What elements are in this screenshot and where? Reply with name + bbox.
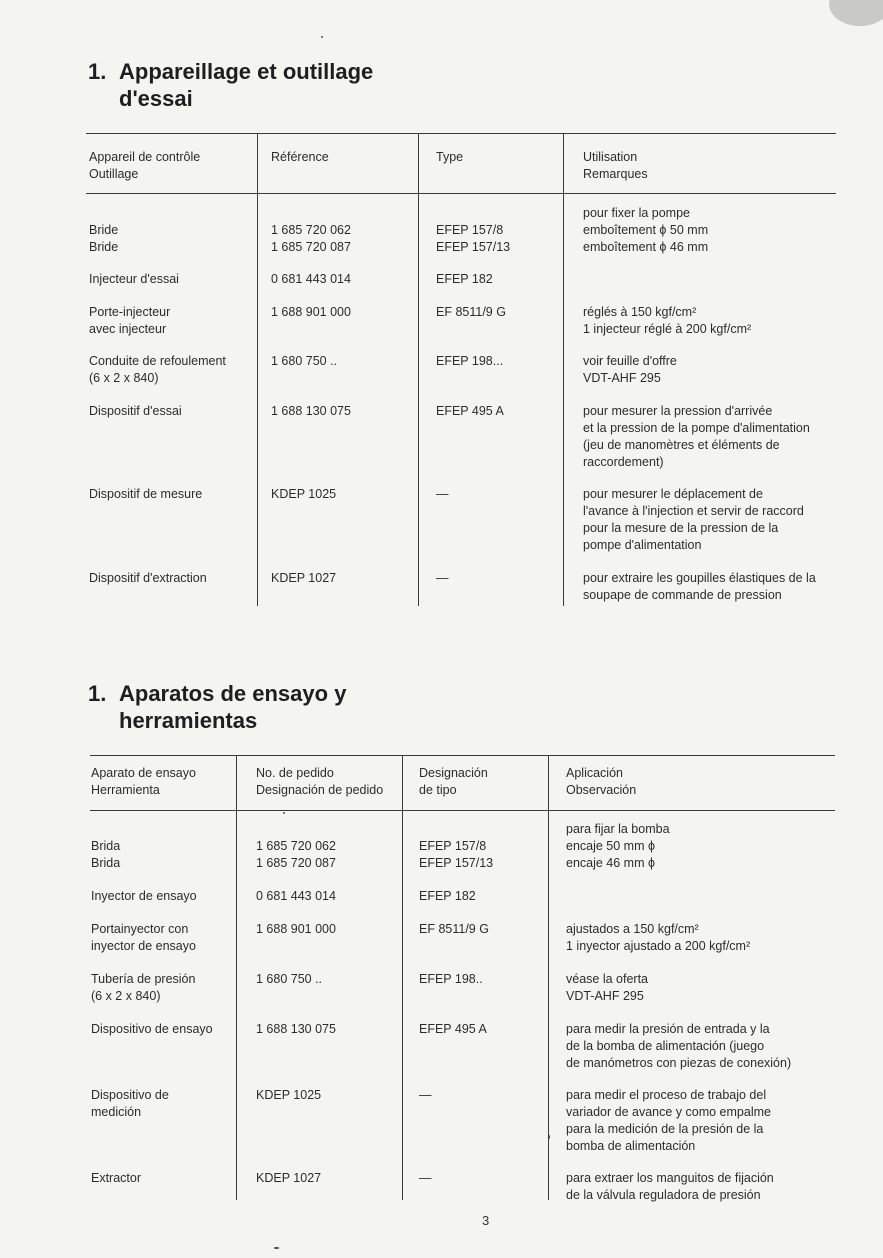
cell-line: Injecteur d'essai — [89, 272, 179, 286]
table-fr-header-reference — [271, 149, 329, 166]
cell-line: encaje 50 mm ϕ — [566, 839, 655, 853]
header-line: Observación — [566, 783, 637, 797]
cell-line: 1 688 130 075 — [256, 1022, 336, 1036]
table-es-row-remarks — [566, 1087, 771, 1155]
cell-line: pour mesurer la pression d'arrivée — [583, 404, 773, 418]
header-line: Appareil de contrôle — [89, 150, 201, 164]
table-fr-top-rule — [86, 133, 836, 134]
table-fr-header-rule — [86, 193, 836, 194]
cell-line: 1 680 750 .. — [271, 354, 338, 368]
cell-line: EFEP 157/13 — [436, 240, 511, 254]
cell-line: EFEP 157/8 — [419, 839, 487, 853]
cell-line — [256, 821, 336, 838]
cell-line: (jeu de manomètres et éléments de — [583, 438, 780, 452]
cell-line: 1 680 750 .. — [256, 972, 323, 986]
table-fr-row-remarks — [583, 570, 816, 604]
cell-line: — — [419, 1171, 432, 1185]
table-fr-row-remarks — [583, 205, 708, 256]
cell-line: Tubería de presión — [91, 972, 196, 986]
cell-line: voir feuille d'offre — [583, 354, 677, 368]
page-number: 3 — [482, 1213, 490, 1228]
table-es-row-designation — [91, 888, 197, 905]
table-es-row-type — [419, 888, 476, 905]
table-fr-row-designation — [89, 353, 226, 387]
cell-line: VDT-AHF 295 — [566, 989, 644, 1003]
cell-line: EFEP 198... — [436, 354, 504, 368]
cell-line: raccordement) — [583, 455, 664, 469]
table-es-row-type — [419, 921, 489, 938]
table-fr-row-remarks — [583, 403, 810, 471]
cell-line: EFEP 157/13 — [419, 856, 494, 870]
table-fr-row-type — [436, 403, 504, 420]
cell-line: VDT-AHF 295 — [583, 371, 661, 385]
table-fr-row-designation — [89, 570, 207, 587]
table-es-row-designation — [91, 1087, 169, 1121]
cell-line: Dispositif de mesure — [89, 487, 203, 501]
table-es-row-designation — [91, 1170, 141, 1187]
cell-line: Brida — [91, 839, 121, 853]
table-fr-row-designation — [89, 304, 170, 338]
table-fr-row-type — [436, 353, 503, 370]
table-fr-header-type — [436, 149, 463, 166]
cell-line: KDEP 1027 — [256, 1171, 322, 1185]
table-fr-row-reference — [271, 205, 351, 256]
table-es-row-reference — [256, 821, 336, 872]
table-es-row-reference — [256, 1170, 321, 1187]
cell-line: EFEP 157/8 — [436, 223, 504, 237]
cell-line: EFEP 182 — [419, 889, 476, 903]
cell-line: 1 688 130 075 — [271, 404, 351, 418]
table-es-row-reference — [256, 1021, 336, 1038]
table-fr-row-reference — [271, 353, 337, 370]
cell-line: — — [436, 571, 449, 585]
cell-line: Extractor — [91, 1171, 142, 1185]
cell-line: avec injecteur — [89, 322, 167, 336]
cell-line: pour extraire les goupilles élastiques de la — [583, 571, 816, 585]
table-fr-row-type — [436, 304, 506, 321]
table-es-row-designation — [91, 971, 195, 1005]
cell-line: inyector de ensayo — [91, 939, 196, 953]
cell-line: KDEP 1025 — [256, 1088, 322, 1102]
table-es-row-reference — [256, 971, 322, 988]
cell-line: medición — [91, 1105, 142, 1119]
cell-line: 1 688 901 000 — [256, 922, 336, 936]
cell-line: — — [419, 1088, 432, 1102]
section-es-heading-line: Aparatos de ensayo y — [119, 681, 347, 706]
cell-line: 1 688 901 000 — [271, 305, 351, 319]
cell-line: Dispositivo de ensayo — [91, 1022, 213, 1036]
cell-line: para la medición de la presión de la — [566, 1122, 764, 1136]
cell-line: 0 681 443 014 — [271, 272, 351, 286]
table-es-column-divider — [402, 755, 403, 1200]
cell-line: EF 8511/9 G — [436, 305, 506, 319]
scan-corner-blot — [829, 0, 883, 26]
cell-line: ajustados a 150 kgf/cm² — [566, 922, 699, 936]
cell-line: pour la mesure de la pression de la — [583, 521, 779, 535]
cell-line: 1 685 720 062 — [256, 839, 336, 853]
cell-line: para extraer los manguitos de fijación — [566, 1171, 774, 1185]
cell-line: — — [436, 487, 449, 501]
cell-line: EFEP 495 A — [419, 1022, 487, 1036]
cell-line: de la bomba de alimentación (juego — [566, 1039, 765, 1053]
table-es-row-designation — [91, 921, 196, 955]
table-fr-row-designation — [89, 403, 182, 420]
header-line: de tipo — [419, 783, 457, 797]
section-fr-heading-number: 1. — [88, 59, 107, 84]
table-es-row-type — [419, 1021, 487, 1038]
cell-line: Conduite de refoulement — [89, 354, 226, 368]
section-es-heading-number: 1. — [88, 681, 107, 706]
cell-line: Brida — [91, 856, 121, 870]
header-line: Designación — [419, 766, 488, 780]
table-es-header-reference — [256, 765, 383, 799]
table-fr-row-type — [436, 570, 449, 587]
table-fr-row-designation — [89, 205, 118, 256]
cell-line: Dispositif d'extraction — [89, 571, 207, 585]
header-line: Herramienta — [91, 783, 160, 797]
table-es-row-type — [419, 821, 493, 872]
cell-line: EF 8511/9 G — [419, 922, 489, 936]
table-fr-row-designation — [89, 486, 202, 503]
table-fr-row-reference — [271, 486, 336, 503]
cell-line: EFEP 198.. — [419, 972, 483, 986]
cell-line: soupape de commande de pression — [583, 588, 782, 602]
table-es-row-reference — [256, 1087, 321, 1104]
cell-line: (6 x 2 x 840) — [89, 371, 159, 385]
table-fr-row-reference — [271, 570, 336, 587]
cell-line: KDEP 1027 — [271, 571, 337, 585]
table-es-header-type — [419, 765, 488, 799]
cell-line: bomba de alimentación — [566, 1139, 696, 1153]
cell-line — [436, 205, 510, 222]
cell-line: (6 x 2 x 840) — [91, 989, 161, 1003]
header-line: Utilisation — [583, 150, 638, 164]
table-fr-row-type — [436, 205, 510, 256]
cell-line: 1 685 720 087 — [271, 240, 351, 254]
header-line: Remarques — [583, 167, 648, 181]
cell-line: EFEP 182 — [436, 272, 493, 286]
cell-line — [89, 205, 118, 222]
cell-line: véase la oferta — [566, 972, 648, 986]
cell-line: pour fixer la pompe — [583, 206, 691, 220]
table-es-row-designation — [91, 1021, 213, 1038]
table-es-top-rule — [90, 755, 835, 756]
cell-line: Dispositivo de — [91, 1088, 169, 1102]
table-fr-row-reference — [271, 271, 351, 288]
cell-line: emboîtement ϕ 46 mm — [583, 240, 709, 254]
cell-line — [91, 821, 120, 838]
cell-line: réglés à 150 kgf/cm² — [583, 305, 697, 319]
table-es-row-remarks — [566, 821, 670, 872]
cell-line: para fijar la bomba — [566, 822, 670, 836]
scan-speck — [321, 36, 323, 38]
table-es-row-type — [419, 1087, 432, 1104]
table-es-row-designation — [91, 821, 120, 872]
cell-line: para medir la presión de entrada y la — [566, 1022, 770, 1036]
cell-line — [271, 205, 351, 222]
table-es-row-remarks — [566, 971, 648, 1005]
table-fr-header-designation — [89, 149, 200, 183]
table-es-column-divider — [236, 755, 237, 1200]
cell-line: emboîtement ϕ 50 mm — [583, 223, 709, 237]
table-fr-row-reference — [271, 403, 351, 420]
cell-line: 1 inyector ajustado a 200 kgf/cm² — [566, 939, 751, 953]
header-line: Référence — [271, 150, 329, 164]
cell-line: EFEP 495 A — [436, 404, 504, 418]
header-line: Type — [436, 150, 464, 164]
cell-line: 1 685 720 087 — [256, 856, 336, 870]
header-line: Designación de pedido — [256, 783, 384, 797]
header-line: No. de pedido — [256, 766, 334, 780]
table-fr-column-divider — [418, 133, 419, 606]
cell-line: encaje 46 mm ϕ — [566, 856, 655, 870]
table-es-row-reference — [256, 921, 336, 938]
table-fr-row-remarks — [583, 353, 677, 387]
section-fr-heading — [88, 58, 373, 112]
table-fr-row-reference — [271, 304, 351, 321]
table-es-header-rule — [90, 810, 835, 811]
cell-line: para medir el proceso de trabajo del — [566, 1088, 767, 1102]
scan-speck — [283, 812, 285, 814]
cell-line — [419, 821, 493, 838]
cell-line: Portainyector con — [91, 922, 189, 936]
cell-line: pour mesurer le déplacement de — [583, 487, 763, 501]
header-line: Aplicación — [566, 766, 623, 780]
table-fr-row-type — [436, 486, 449, 503]
cell-line: pompe d'alimentation — [583, 538, 702, 552]
table-es-row-reference — [256, 888, 336, 905]
cell-line: et la pression de la pompe d'alimentation — [583, 421, 810, 435]
cell-line: 0 681 443 014 — [256, 889, 336, 903]
table-fr-header-remarks — [583, 149, 648, 183]
cell-line: Porte-injecteur — [89, 305, 171, 319]
cell-line: Inyector de ensayo — [91, 889, 197, 903]
table-es-header-designation — [91, 765, 196, 799]
table-fr-column-divider — [563, 133, 564, 606]
table-es-row-remarks — [566, 1021, 791, 1072]
table-fr-column-divider — [257, 133, 258, 606]
cell-line: variador de avance y como empalme — [566, 1105, 771, 1119]
cell-line: Bride — [89, 240, 119, 254]
table-fr-row-designation — [89, 271, 179, 288]
table-es-header-remarks — [566, 765, 636, 799]
section-fr-heading-line: d'essai — [119, 86, 193, 111]
section-fr-heading-line: Appareillage et outillage — [119, 59, 374, 84]
cell-line: Dispositif d'essai — [89, 404, 182, 418]
cell-line: Bride — [89, 223, 119, 237]
cell-line: de la válvula reguladora de presión — [566, 1188, 761, 1202]
table-fr-row-type — [436, 271, 493, 288]
table-fr-row-remarks — [583, 486, 804, 554]
table-es-row-type — [419, 971, 483, 988]
cell-line: de manómetros con piezas de conexión) — [566, 1056, 792, 1070]
header-line: Outillage — [89, 167, 139, 181]
table-es-column-divider — [548, 755, 549, 1200]
cell-line: 1 685 720 062 — [271, 223, 351, 237]
table-fr-row-remarks — [583, 304, 751, 338]
section-es-heading — [88, 680, 346, 734]
table-es-row-remarks — [566, 1170, 774, 1204]
header-line: Aparato de ensayo — [91, 766, 196, 780]
scan-speck — [274, 1247, 279, 1249]
cell-line: l'avance à l'injection et servir de raccord — [583, 504, 804, 518]
section-es-heading-line: herramientas — [119, 708, 258, 733]
table-es-row-type — [419, 1170, 432, 1187]
table-es-row-remarks — [566, 921, 750, 955]
cell-line: 1 injecteur réglé à 200 kgf/cm² — [583, 322, 752, 336]
cell-line: KDEP 1025 — [271, 487, 337, 501]
